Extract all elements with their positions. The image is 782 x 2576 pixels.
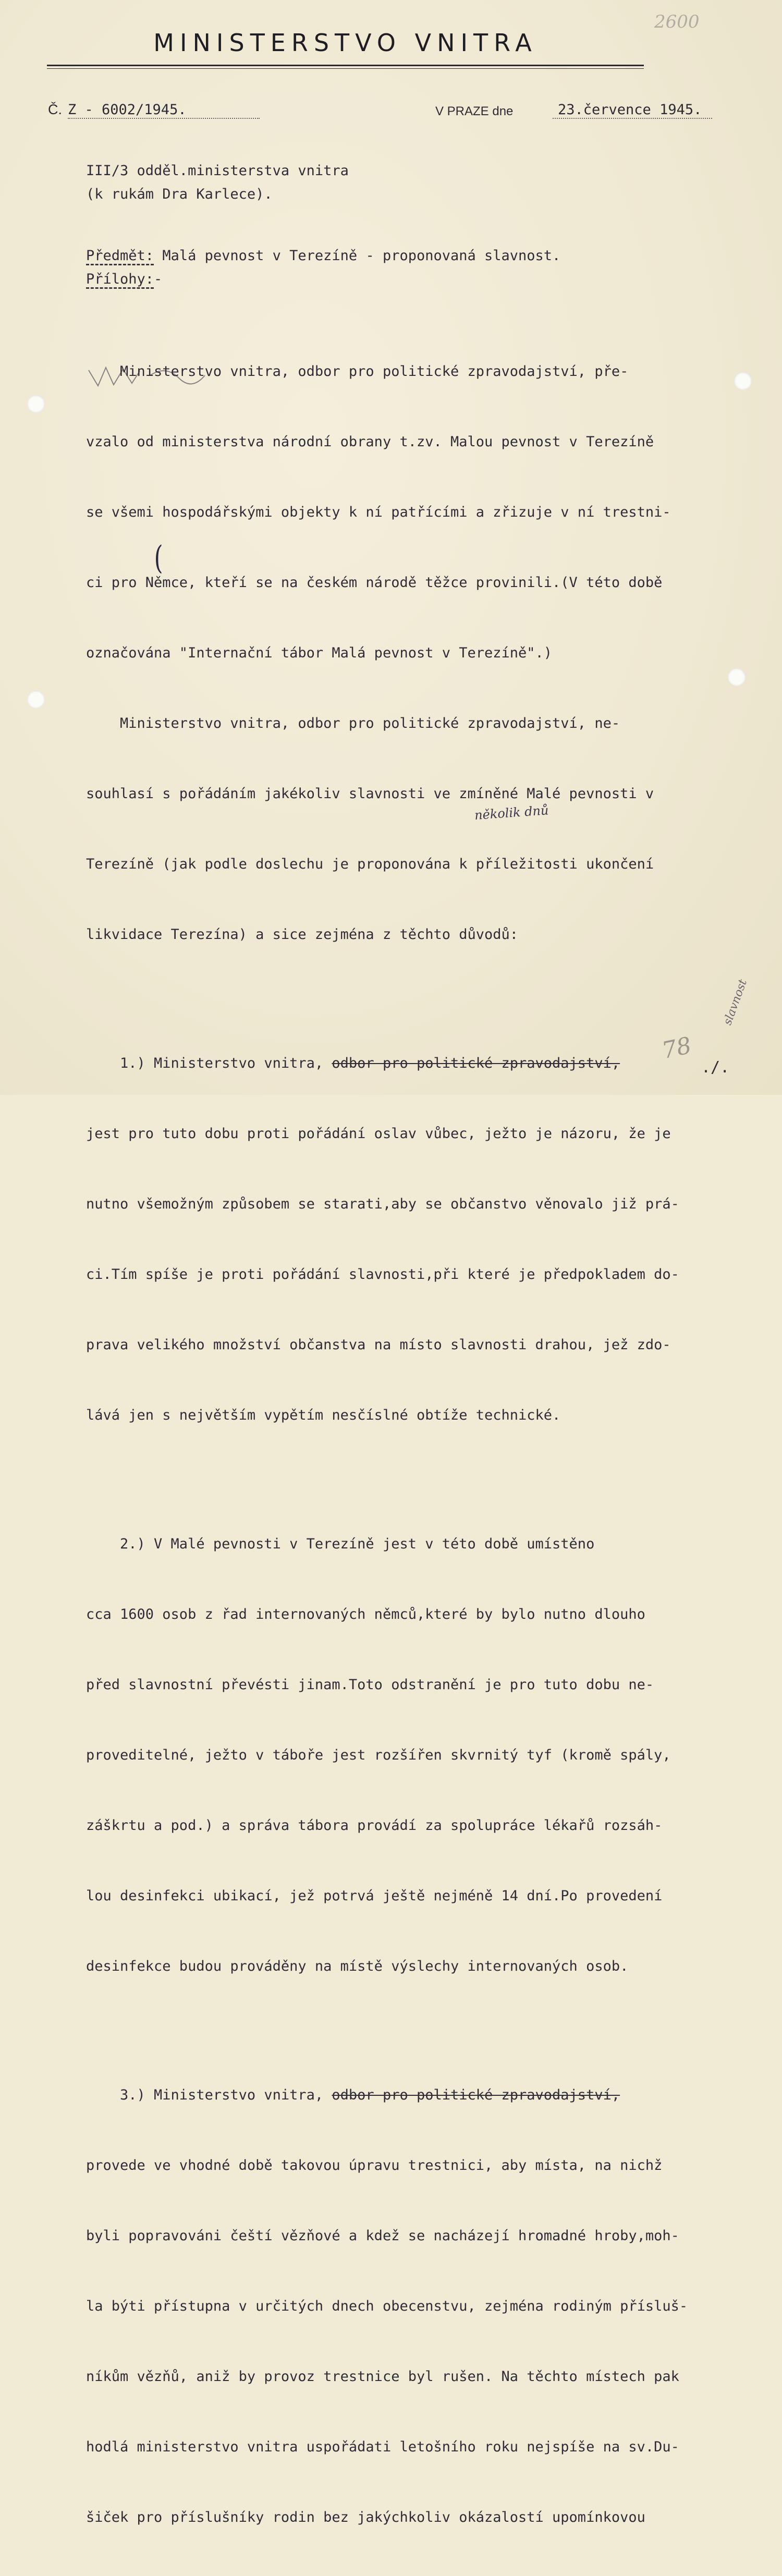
attachments-label: Přílohy: <box>86 271 154 289</box>
body-line: provede ve vhodné době takovou úpravu trestnici, aby místa, na nichž <box>86 2157 663 2174</box>
subject-label: Předmět: <box>86 248 154 265</box>
letterhead-rule-thick <box>47 65 644 66</box>
addressee-block <box>86 159 349 206</box>
attachments-value: - <box>154 271 163 287</box>
body-line: níkům vězňů, aniž by provoz trestnice byl rušen. Na těchto místech pak <box>86 2369 679 2385</box>
body-line: ci pro Němce, kteří se na českém národě těžce provinili.(V této době <box>86 575 663 591</box>
handwritten-bracket: ( <box>154 539 163 577</box>
reference-prefix: Č. <box>48 102 62 117</box>
body-line: cca 1600 osob z řad internovaných němců,které by bylo nutno dlouho <box>86 1606 645 1622</box>
body-line: vzalo od ministerstva národní obrany t.zv. Malou pevnost v Terezíně <box>86 434 654 450</box>
subject-line <box>86 244 560 267</box>
body-line: před slavnostní převésti jinam.Toto odstranění je pro tuto dobu ne- <box>86 1677 654 1693</box>
body-line: Ministerstvo vnitra, odbor pro politické zpravodajství, ne- <box>86 715 620 731</box>
punch-hole <box>27 395 45 413</box>
body-line: se všemi hospodářskými objekty k ní patřícími a zřizuje v ní trestni- <box>86 504 671 520</box>
addressee-line-2: (k rukám Dra Karlece). <box>86 186 273 202</box>
letter-body <box>86 313 774 2576</box>
punch-hole <box>728 668 746 686</box>
subject-block <box>86 244 560 291</box>
pencil-archive-number: 2600 <box>654 11 700 32</box>
body-line: označována "Internační tábor Malá pevnost v Terezíně".) <box>86 645 553 661</box>
reference-number: Z - 6002/1945. <box>68 102 260 119</box>
document-date: 23.července 1945. <box>553 102 712 119</box>
body-line: lou desinfekci ubikací, jež potrvá ještě nejméně 14 dní.Po provedení <box>86 1888 663 1904</box>
body-line: jest pro tuto dobu proti pořádání oslav vůbec, ježto je názoru, že je <box>86 1126 671 1142</box>
handwritten-margin-note: slavnost <box>721 978 750 1027</box>
body-line: souhlasí s pořádáním jakékoliv slavnosti ve zmíněné Malé pevnosti v <box>86 786 654 802</box>
subject-text: Malá pevnost v Terezíně - proponovaná slavnost. <box>162 248 561 264</box>
body-line: lává jen s největším vypětím nesčíslné obtíže technické. <box>86 1407 561 1423</box>
body-line: záškrtu a pod.) a správa tábora provádí za spolupráce lékařů rozsáh- <box>86 1817 663 1834</box>
letterhead-rule-thin <box>47 68 644 69</box>
body-line: desinfekce budou prováděny na místě výslechy internovaných osob. <box>86 1958 629 1974</box>
body-line: nutno všemožným způsobem se starati,aby se občanstvo věnovalo již prá- <box>86 1196 679 1212</box>
body-line: byli popravováni čeští vězňové a kdež se nacházejí hromadné hroby,moh- <box>86 2228 679 2244</box>
struck-text: odbor pro politické zpravodajství, <box>332 1055 620 1071</box>
continuation-mark: ./. <box>701 1058 730 1077</box>
body-line: 1.) Ministerstvo vnitra, odbor pro politické zpravodajství, <box>86 1055 620 1071</box>
place-label: V PRAZE dne <box>435 104 514 118</box>
body-line: hodlá ministerstvo vnitra uspořádati letošního roku nejspíše na sv.Du- <box>86 2439 679 2455</box>
struck-text: odbor pro politické zpravodajství, <box>332 2087 620 2103</box>
punch-hole <box>27 691 45 709</box>
body-line: prava velikého množství občanstva na místo slavnosti drahou, jež zdo- <box>86 1337 671 1353</box>
body-line: proveditelné, ježto v táboře jest rozšířen skvrnitý tyf (kromě spály, <box>86 1747 671 1763</box>
body-line: la býti přístupna v určitých dnech obecenstvu, zejména rodiným přísluš- <box>86 2298 688 2314</box>
body-line: 3.) Ministerstvo vnitra, odbor pro politické zpravodajství, <box>86 2087 620 2103</box>
body-line: Terezíně (jak podle doslechu je proponována k příležitosti ukončení <box>86 856 654 872</box>
body-line: 2.) V Malé pevnosti v Terezíně jest v této době umístěno <box>86 1536 595 1552</box>
attachments-line <box>86 267 560 291</box>
letterhead-title: MINISTERSTVO VNITRA <box>153 29 537 57</box>
handwritten-correction: několik dnů <box>474 803 549 823</box>
body-line: Ministerstvo vnitra, odbor pro politické zpravodajství, pře- <box>86 363 629 380</box>
body-line: ci.Tím spíše je proti pořádání slavnosti,při které je předpokladem do- <box>86 1266 679 1283</box>
pencil-folio-number: 78 <box>659 1032 694 1065</box>
body-line: šiček pro příslušníky rodin bez jakýchkoliv okázalostí upomínkovou <box>86 2509 645 2525</box>
body-line: likvidace Terezína) a sice zejména z těchto důvodů: <box>86 926 519 943</box>
addressee-line-1: III/3 odděl.ministerstva vnitra <box>86 163 349 179</box>
punch-hole <box>734 372 752 390</box>
